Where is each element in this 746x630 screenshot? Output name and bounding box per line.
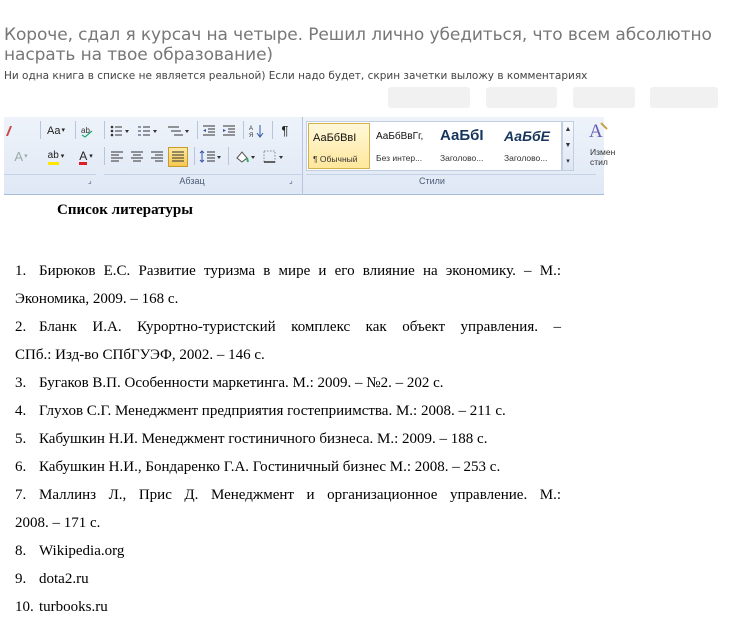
reference-number: 2. [15, 319, 27, 335]
reference-item [15, 481, 561, 537]
reference-text: Кабушкин Н.И. Менеджмент гостиничного бизнеса. М.: 2009. – 188 с. [39, 431, 488, 447]
reference-number: 4. [15, 403, 27, 419]
reference-item [15, 453, 561, 481]
decrease-indent-icon[interactable] [201, 122, 217, 140]
reference-number: 9. [15, 571, 27, 587]
reference-text: Экономика, 2009. – 168 с. [15, 291, 179, 307]
reference-text: Кабушкин Н.И., Бондаренко Г.А. Гостиничный бизнес М.: 2008. – 253 с. [39, 459, 501, 475]
svg-text:ab: ab [81, 126, 90, 135]
increase-indent-icon[interactable] [221, 122, 237, 140]
sort-icon[interactable] [248, 122, 266, 140]
action-button-1[interactable] [388, 87, 470, 108]
change-styles-button[interactable]: A Измен стил [589, 121, 616, 167]
reference-text: dota2.ru [39, 571, 89, 587]
style-normal[interactable]: АаБбВвІ ¶ Обычный [308, 123, 370, 169]
paragraph-dialog-launcher-icon[interactable]: ⌟ [289, 176, 293, 185]
reference-line [15, 453, 561, 481]
reference-line [15, 593, 561, 621]
styles-group-label: Стили [419, 176, 445, 186]
action-button-4[interactable] [650, 87, 718, 108]
svg-text:A: A [589, 121, 603, 142]
change-styles-icon [587, 119, 609, 141]
reference-text: Бугаков В.П. Особенности маркетинга. М.: 2009. – №2. – 202 с. [39, 375, 444, 391]
align-left-icon[interactable] [108, 148, 126, 166]
reference-text: Wikipedia.org [39, 543, 125, 559]
font-color-button[interactable]: A ▾ [79, 148, 93, 163]
reference-line [15, 537, 561, 565]
svg-text:Я: Я [249, 133, 254, 139]
reference-number: 1. [15, 263, 27, 279]
reference-item [15, 425, 561, 453]
pilcrow-icon[interactable]: ¶ [281, 123, 289, 138]
reference-item [15, 369, 561, 397]
reference-line [15, 425, 561, 453]
align-center-icon[interactable] [128, 148, 146, 166]
justify-icon[interactable] [168, 147, 188, 167]
style-heading-2[interactable]: АаБбЕ Заголово... [504, 128, 550, 163]
bullets-icon[interactable] [108, 122, 132, 140]
reference-line [15, 257, 561, 285]
style-no-spacing[interactable]: АаБбВвГг, Без интер... [376, 131, 424, 163]
reference-item [15, 537, 561, 565]
reference-line [15, 565, 561, 593]
reference-continuation [15, 341, 561, 369]
numbering-icon[interactable] [136, 122, 160, 140]
reference-text: Бланк И.А. Курортно-туристский комплекс как объект управления. – [39, 319, 561, 335]
reference-continuation [15, 285, 561, 313]
line-spacing-icon[interactable] [198, 148, 224, 166]
reference-item [15, 257, 561, 313]
reference-text: Бирюков Е.С. Развитие туризма в мире и его влияние на экономику. – М.: [39, 263, 561, 279]
reference-item [15, 397, 561, 425]
change-case-button[interactable]: Aa ▾ [47, 125, 65, 137]
clear-format-icon[interactable] [4, 122, 14, 140]
highlight-color-button[interactable]: ab ▾ [42, 148, 70, 166]
reference-line [15, 481, 561, 509]
reference-text: Глухов С.Г. Менеджмент предприятия гостеприимства. М.: 2008. – 211 с. [39, 403, 506, 419]
action-button-2[interactable] [486, 87, 557, 108]
reference-text: turbooks.ru [39, 599, 108, 615]
reference-text: СПб.: Изд-во СПбГУЭФ, 2002. – 146 с. [15, 347, 265, 363]
action-button-3[interactable] [573, 87, 635, 108]
reference-line [15, 313, 561, 341]
reference-item [15, 593, 561, 621]
reference-number: 8. [15, 543, 27, 559]
reference-line [15, 397, 561, 425]
reference-line [15, 369, 561, 397]
post-subtitle: Ни одна книга в списке не является реальной) Если надо будет, скрин зачетки выложу в комментариях [4, 70, 588, 82]
highlight-icon: ab [48, 150, 59, 165]
reference-number: 3. [15, 375, 27, 391]
multilevel-list-icon[interactable] [166, 122, 192, 140]
reference-item [15, 565, 561, 593]
reference-item [15, 313, 561, 369]
reference-number: 5. [15, 431, 27, 447]
align-right-icon[interactable] [148, 148, 166, 166]
spellcheck-icon[interactable] [79, 122, 95, 140]
reference-number: 6. [15, 459, 27, 475]
document-heading: Список литературы [57, 202, 193, 218]
reference-text: Маллинз Л., Прис Д. Менеджмент и организационное управление. М.: [39, 487, 561, 503]
font-color-icon: A [79, 148, 88, 163]
shading-icon[interactable] [233, 148, 259, 166]
post-title: Короче, сдал я курсач на четыре. Решил лично убедиться, что всем абсолютно насрать на твое образование) [4, 25, 712, 65]
styles-gallery[interactable] [306, 121, 562, 171]
svg-text:A: A [249, 126, 254, 132]
reference-number: 10. [15, 599, 34, 615]
paragraph-group-label: Абзац [179, 176, 205, 186]
reference-text: 2008. – 171 с. [15, 515, 101, 531]
font-dialog-launcher-icon[interactable]: ⌟ [88, 176, 92, 185]
style-heading-1[interactable]: АаБбІ Заголово... [440, 127, 484, 163]
text-effects-button[interactable]: A ▾ [14, 149, 28, 164]
word-ribbon [4, 117, 616, 195]
reference-continuation [15, 509, 561, 537]
styles-scroll[interactable]: ▲ ▼ ▾ [562, 121, 574, 171]
reference-number: 7. [15, 487, 27, 503]
borders-icon[interactable] [262, 148, 288, 166]
